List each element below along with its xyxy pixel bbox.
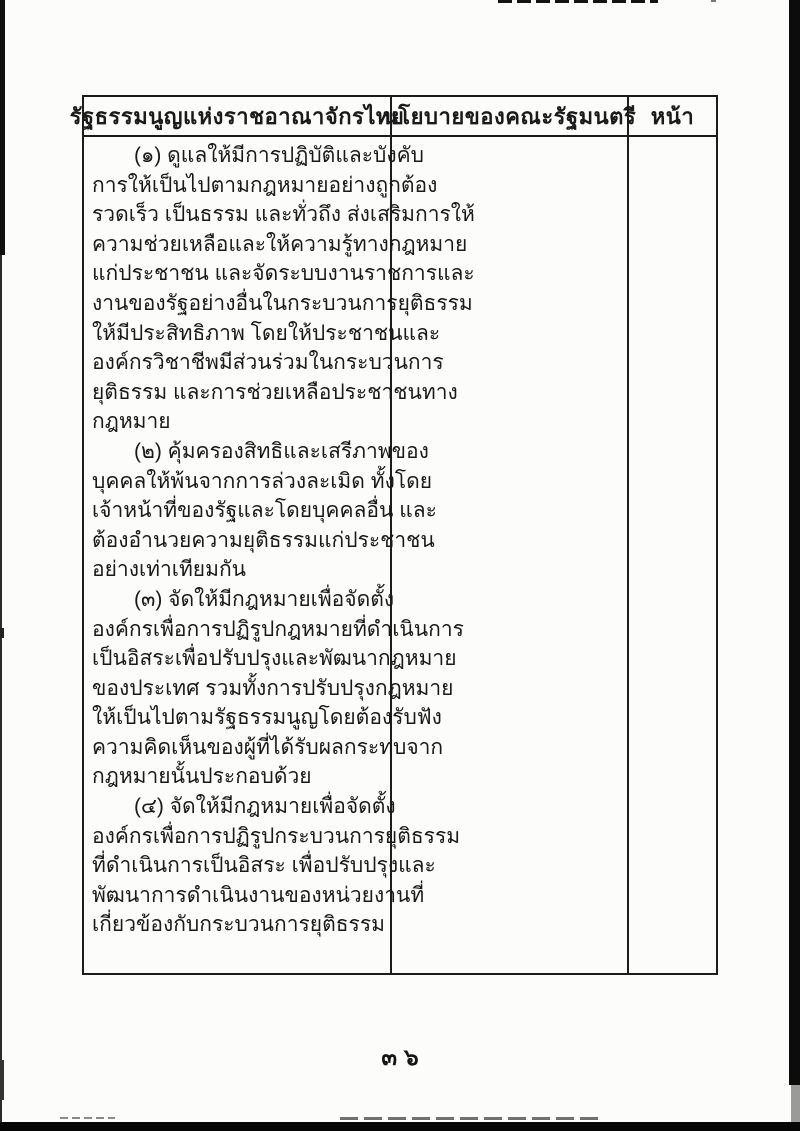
constitution-text-line: กฎหมาย	[92, 410, 171, 434]
scan-artifact-right-edge-bar	[789, 0, 800, 1085]
constitution-text-line: ให้มีประสิทธิภาพ โดยให้ประชาชนและ	[92, 321, 441, 345]
scan-artifact-left-edge-line	[0, 0, 2, 1122]
constitution-text-line: เจ้าหน้าที่ของรัฐและโดยบุคคลอื่น และ	[92, 499, 437, 523]
constitution-text-line: ความช่วยเหลือและให้ความรู้ทางกฎหมาย	[92, 232, 468, 256]
constitution-text-line: เป็นอิสระเพื่อปรับปรุงและพัฒนากฎหมาย	[92, 647, 457, 671]
header-policy-column: นโยบายของคณะรัฐมนตรี	[392, 97, 629, 135]
scan-artifact-top-dashes	[498, 0, 658, 3]
scan-artifact-top-dot	[711, 0, 716, 2]
constitution-text-line: (๓) จัดให้มีกฎหมายเพื่อจัดตั้ง	[134, 587, 395, 611]
constitution-text-line: ที่ดำเนินการเป็นอิสระ เพื่อปรับปรุงและ	[92, 854, 436, 878]
policy-text-cell	[392, 137, 629, 973]
page-number-cell	[629, 137, 716, 973]
table-header-row	[69, 97, 716, 137]
constitution-text-line: องค์กรเพื่อการปฏิรูปกระบวนการยุติธรรม	[92, 824, 461, 848]
scan-artifact-left-blip	[0, 628, 4, 638]
constitution-text-line: ให้เป็นไปตามรัฐธรรมนูญโดยต้องรับฟัง	[92, 706, 442, 730]
scan-artifact-bottom-edge-bar	[0, 1122, 800, 1131]
constitution-text-line: (๔) จัดให้มีกฎหมายเพื่อจัดตั้ง	[134, 795, 396, 819]
constitution-text-line: (๑) ดูแลให้มีการปฏิบัติและบังคับ	[134, 144, 424, 167]
constitution-text-line: องค์กรวิชาชีพมีส่วนร่วมในกระบวนการ	[92, 351, 444, 375]
constitution-text-line: อย่างเท่าเทียมกัน	[92, 558, 247, 582]
constitution-text-line: ยุติธรรม และการช่วยเหลือประชาชนทาง	[92, 380, 458, 404]
constitution-text-cell	[84, 137, 475, 973]
scan-artifact-right-edge-fade	[791, 1085, 800, 1122]
page-number: ๓๖	[381, 1044, 426, 1070]
constitution-text-line: งานของรัฐอย่างอื่นในกระบวนการยุติธรรม	[92, 291, 473, 315]
constitution-text-line: ต้องอำนวยความยุติธรรมแก่ประชาชน	[92, 528, 435, 552]
constitution-text-line: แก่ประชาชน และจัดระบบงานราชการและ	[92, 262, 475, 286]
header-constitution-column: รัฐธรรมนูญแห่งราชอาณาจักรไทย	[84, 97, 392, 135]
constitution-text-line: ของประเทศ รวมทั้งการปรับปรุงกฎหมาย	[92, 676, 454, 700]
constitution-text-line: กฎหมายนั้นประกอบด้วย	[92, 765, 312, 789]
scan-artifact-bottom-dashes	[60, 1117, 115, 1119]
constitution-text-line: พัฒนาการดำเนินงานของหน่วยงานที่	[92, 883, 425, 907]
constitution-text-line: การให้เป็นไปตามกฎหมายอย่างถูกต้อง	[92, 173, 438, 197]
constitution-text-line: ความคิดเห็นของผู้ที่ได้รับผลกระทบจาก	[92, 735, 444, 759]
scan-artifact-bottom-dashes	[340, 1117, 600, 1120]
constitution-text-line: รวดเร็ว เป็นธรรม และทั่วถึง ส่งเสริมการให้	[92, 203, 475, 227]
header-page-column: หน้า	[650, 104, 695, 129]
constitution-text-line: องค์กรเพื่อการปฏิรูปกฎหมายที่ดำเนินการ	[92, 617, 464, 641]
constitution-text-line: บุคคลให้พ้นจากการล่วงละเมิด ทั้งโดย	[92, 469, 433, 493]
scan-artifact-left-edge-bar	[0, 0, 5, 255]
constitution-text-line: (๒) คุ้มครองสิทธิและเสรีภาพของ	[134, 439, 429, 463]
constitution-policy-table	[69, 95, 718, 975]
constitution-text-line: เกี่ยวข้องกับกระบวนการยุติธรรม	[92, 913, 385, 937]
table-body-row	[84, 137, 716, 973]
